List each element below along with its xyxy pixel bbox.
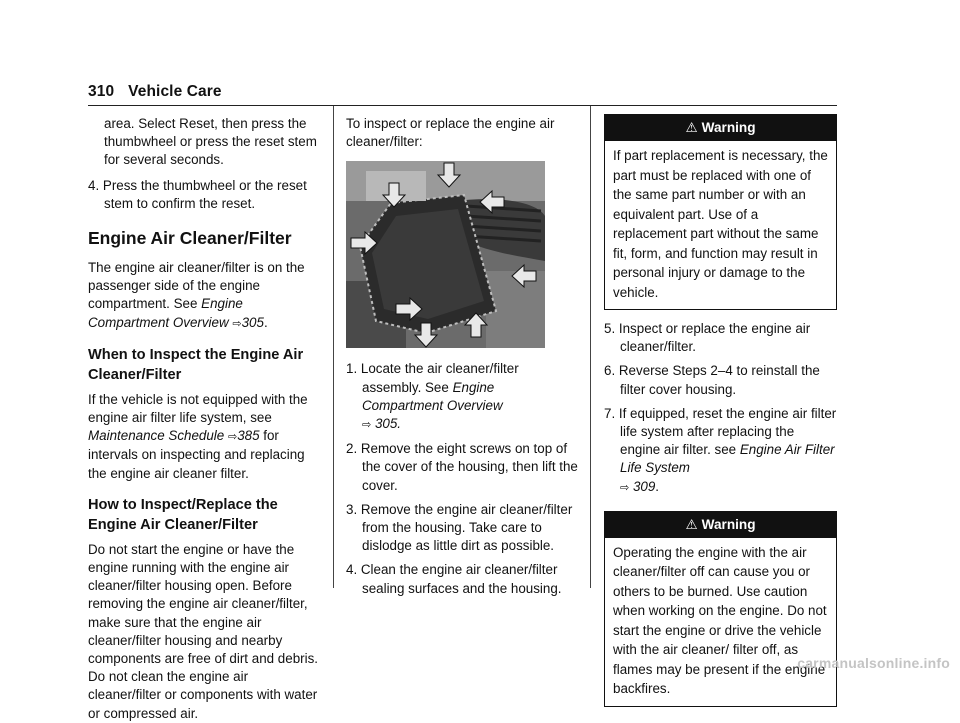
page-ref-309[interactable]: 309 bbox=[632, 478, 656, 494]
when-text-b: for intervals on inspecting and replacing the engine air cleaner filter. bbox=[88, 428, 305, 481]
page-ref-arrow-icon: ⇨ bbox=[227, 431, 238, 444]
step-4: 4. Press the thumbwheel or the reset stem to confirm the reset. bbox=[88, 177, 307, 211]
warning-title-1: Warning bbox=[701, 120, 756, 135]
step-1-text: 1. Locate the air cleaner/filter assembly. See bbox=[346, 361, 519, 395]
link-maintenance-schedule[interactable]: Maintenance Schedule bbox=[88, 428, 225, 444]
column-divider-2 bbox=[590, 106, 591, 588]
column-divider-1 bbox=[333, 106, 334, 588]
warning-body-1: If part replacement is necessary, the part must be replaced with one of the same part number or with an equivalent part. Use of a replacement part without the same fit, form, and function may result in personal injury or damage to the vehicle. bbox=[613, 148, 828, 300]
watermark: carmanualsonline.info bbox=[797, 654, 950, 671]
step-4-clean: 4. Clean the engine air cleaner/filter sealing surfaces and the housing. bbox=[346, 562, 562, 596]
period: . bbox=[263, 314, 268, 330]
page-number: 310 bbox=[88, 83, 115, 100]
page-ref-385[interactable]: 385 bbox=[237, 428, 260, 444]
warning-box-1 bbox=[604, 114, 837, 310]
page-header bbox=[88, 83, 222, 101]
page-ref-arrow-icon: ⇨ bbox=[620, 481, 630, 494]
warning-triangle-icon: ⚠ bbox=[685, 516, 698, 532]
when-text-a: If the vehicle is not equipped with the engine air filter life system, see bbox=[88, 391, 308, 426]
air-cleaner-illustration bbox=[346, 161, 545, 348]
page-ref-arrow-icon: ⇨ bbox=[362, 419, 372, 432]
warning-box-2 bbox=[604, 511, 837, 707]
location-text: The engine air cleaner/filter is on the passenger side of the engine compartment. See bbox=[88, 260, 305, 312]
how-paragraph: Do not start the engine or have the engine running with the engine air cleaner/filter housing open. Before removing the engine air cleaner/filter, make sure that the engine air cleaner/filter housing and nearby components are free of dirt and debris. Do not clean the engine air cleaner/filter or components with water or compressed air. bbox=[88, 541, 319, 721]
air-cleaner-photo bbox=[346, 161, 545, 348]
step-3: 3. Remove the engine air cleaner/filter from the housing. Take care to dislodge as little dirt as possible. bbox=[346, 501, 573, 554]
page-ref-305-2[interactable]: 305. bbox=[374, 416, 402, 432]
location-paragraph bbox=[88, 259, 322, 333]
column-2 bbox=[346, 115, 578, 598]
step-5: 5. Inspect or replace the engine air cleaner/filter. bbox=[604, 321, 811, 355]
page-ref-305[interactable]: 305 bbox=[241, 314, 264, 330]
header-rule bbox=[88, 105, 837, 106]
step-7-text: 7. If equipped, reset the engine air filter life system after replacing the engine air filter. see bbox=[604, 405, 837, 458]
warning-header-1 bbox=[605, 115, 836, 141]
warning-body-2: Operating the engine with the air cleaner/filter off can cause you or others to be burned. Use caution when working on the engine. Do not start the engine or drive the vehicle with the air cleaner/ filter off, as flames may be present if the engine backfires. bbox=[613, 544, 827, 697]
warning-title-2: Warning bbox=[701, 516, 756, 532]
warning-triangle-icon: ⚠ bbox=[685, 120, 698, 135]
heading-when-to-inspect: When to Inspect the Engine Air Cleaner/Filter bbox=[88, 346, 304, 383]
step-6: 6. Reverse Steps 2–4 to reinstall the filter cover housing. bbox=[604, 363, 820, 397]
column-3 bbox=[604, 114, 837, 707]
heading-how-to-inspect: How to Inspect/Replace the Engine Air Cleaner/Filter bbox=[88, 496, 278, 533]
heading-engine-air-cleaner: Engine Air Cleaner/Filter bbox=[88, 228, 292, 249]
warning-header-2 bbox=[605, 512, 836, 538]
intro-paragraph: To inspect or replace the engine air cleaner/filter: bbox=[346, 116, 555, 150]
section-title: Vehicle Care bbox=[128, 83, 222, 100]
step-7 bbox=[604, 405, 837, 497]
column-1 bbox=[88, 115, 322, 723]
link-engine-compartment-overview-2[interactable]: Engine Compartment Overview bbox=[362, 379, 503, 413]
when-paragraph bbox=[88, 391, 322, 483]
step-1 bbox=[346, 360, 578, 434]
link-engine-compartment-overview[interactable]: Engine Compartment Overview bbox=[88, 296, 243, 330]
period: . bbox=[655, 478, 660, 494]
page-ref-arrow-icon: ⇨ bbox=[232, 317, 242, 330]
continued-step-text: area. Select Reset, then press the thumbwheel or press the reset stem for several seconds. bbox=[104, 116, 317, 168]
step-2: 2. Remove the eight screws on top of the cover of the housing, then lift the cover. bbox=[346, 441, 578, 493]
link-engine-air-filter-life-system[interactable]: Engine Air Filter Life System bbox=[620, 442, 835, 476]
steps-5-7 bbox=[604, 320, 837, 497]
